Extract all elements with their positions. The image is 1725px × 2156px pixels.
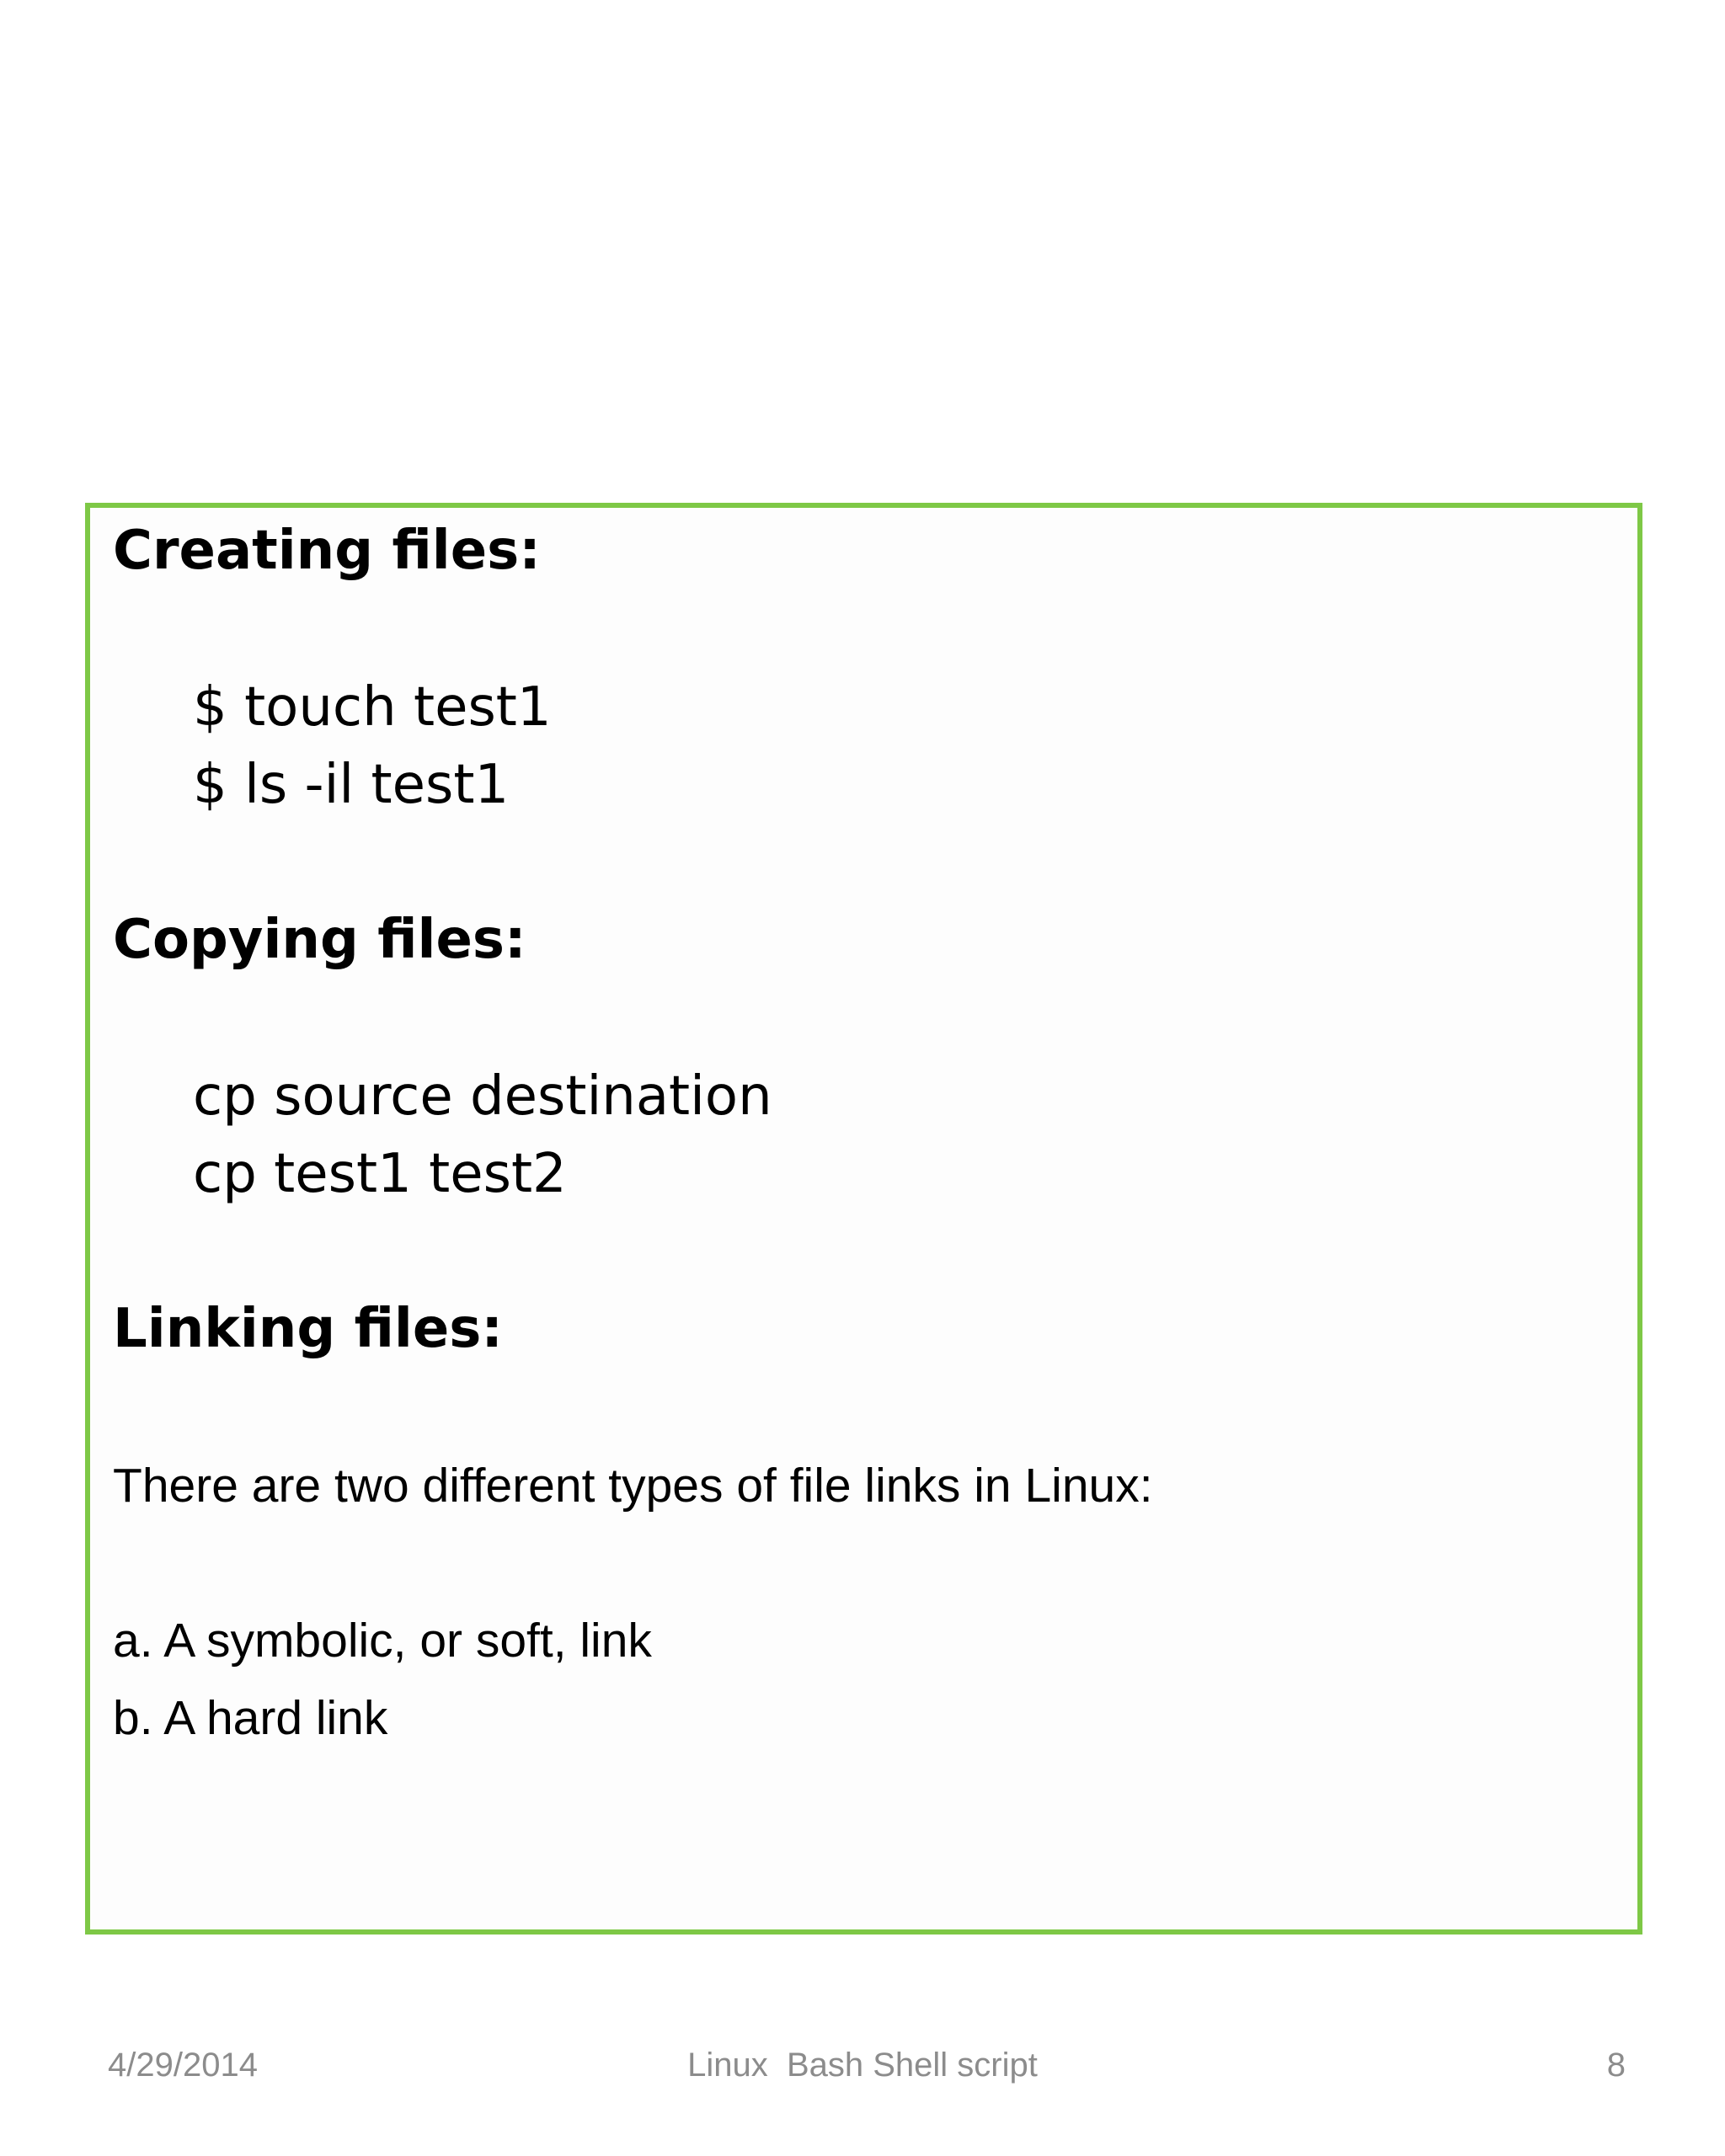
- cp-example-command: cp test1 test2: [193, 1143, 567, 1205]
- footer-page-number: 8: [1606, 2047, 1626, 2084]
- footer-date: 4/29/2014: [108, 2047, 258, 2084]
- linking-files-heading: Linking files:: [113, 1298, 503, 1360]
- ls-command: $ ls -il test1: [193, 754, 510, 816]
- link-types-intro: There are two different types of file links in Linux:: [113, 1459, 1153, 1513]
- list-item-symbolic-link: a. A symbolic, or soft, link: [113, 1614, 652, 1668]
- footer-title: Linux Bash Shell script: [687, 2047, 1038, 2084]
- touch-command: $ touch test1: [193, 676, 552, 739]
- content-box: [85, 503, 1642, 1935]
- creating-files-heading: Creating files:: [113, 520, 541, 582]
- copying-files-heading: Copying files:: [113, 909, 526, 971]
- list-item-hard-link: b. A hard link: [113, 1691, 388, 1745]
- cp-syntax-command: cp source destination: [193, 1065, 772, 1128]
